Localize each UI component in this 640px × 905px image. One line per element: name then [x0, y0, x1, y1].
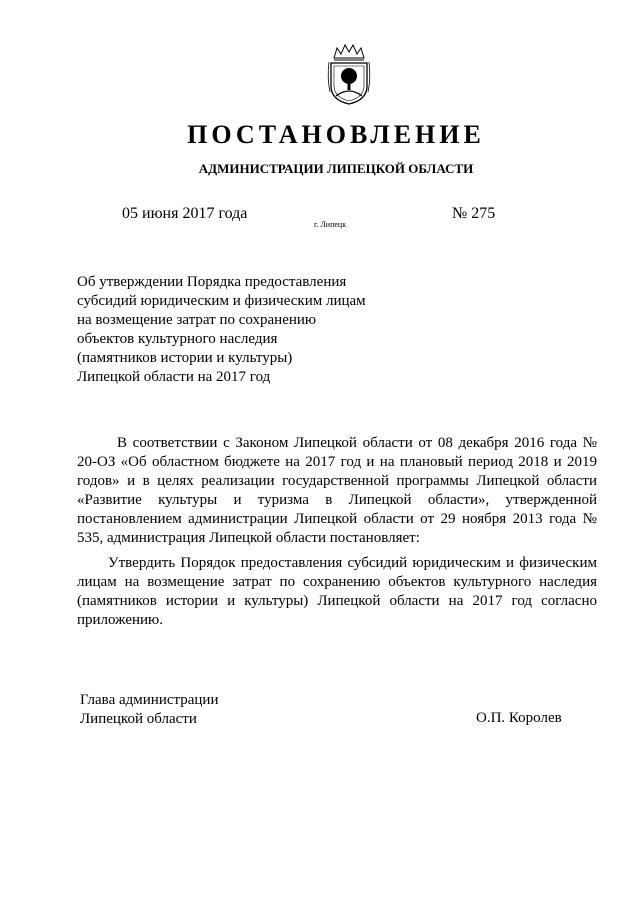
body-paragraph-2	[77, 554, 597, 630]
paragraph-line: постановлением администрации Липецкой области от 29 ноября 2013 года №	[77, 511, 597, 527]
paragraph-line: 20-ОЗ «Об областном бюджете на 2017 год и на плановый период 2018 и 2019	[77, 454, 597, 470]
document-number: № 275	[452, 205, 496, 222]
paragraph-line: (памятников истории и культуры) Липецкой области на 2017 год согласно	[77, 593, 597, 609]
paragraph-line: лицам на возмещение затрат по сохранению объектов культурного наследия	[77, 574, 597, 590]
lipetsk-coat-of-arms-icon	[326, 42, 372, 106]
paragraph-line: В соответствии с Законом Липецкой области от 08 декабря 2016 года №	[117, 435, 597, 451]
signature-position	[80, 691, 218, 729]
document-subtitle: АДМИНИСТРАЦИИ ЛИПЕЦКОЙ ОБЛАСТИ	[198, 161, 474, 176]
subject-block	[77, 273, 407, 387]
subject-line: Об утверждении Порядка предоставления	[77, 274, 347, 290]
paragraph-line: приложению.	[77, 612, 164, 628]
signature-name: О.П. Королев	[476, 710, 562, 726]
subject-line: на возмещение затрат по сохранению	[77, 312, 317, 328]
signature-position-line: Липецкой области	[80, 711, 197, 727]
subject-line: Липецкой области на 2017 год	[77, 369, 271, 385]
signature-position-line: Глава администрации	[80, 692, 219, 708]
document-date: 05 июня 2017 года	[122, 205, 248, 222]
paragraph-line: годов» и в целях реализации государственной программы Липецкой области	[77, 473, 597, 489]
body-paragraph-1	[77, 434, 597, 548]
subject-line: объектов культурного наследия	[77, 331, 278, 347]
document-title: ПОСТАНОВЛЕНИЕ	[187, 120, 485, 149]
subject-line: (памятников истории и культуры)	[77, 350, 293, 366]
paragraph-line: 535, администрация Липецкой области постановляет:	[77, 530, 420, 546]
subject-line: субсидий юридическим и физическим лицам	[77, 293, 366, 309]
paragraph-line: «Развитие культуры и туризма в Липецкой области», утвержденной	[77, 492, 597, 508]
document-city: г. Липецк	[314, 220, 347, 229]
paragraph-line: Утвердить Порядок предоставления субсидий юридическим и физическим	[108, 555, 597, 571]
